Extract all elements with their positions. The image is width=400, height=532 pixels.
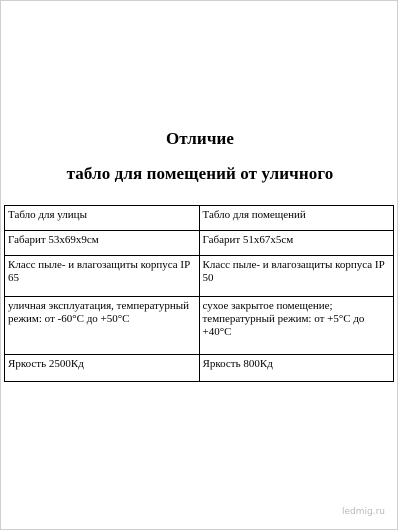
table-cell-indoor: сухое закрытое помещение; температурный режим: от +5°С до +40°С [199,297,394,355]
table-row [5,206,394,231]
table-cell-outdoor: Класс пыле- и влагозащиты корпуса IP 65 [5,256,200,297]
table-cell-outdoor: Яркость 2500Кд [5,355,200,382]
table-cell-outdoor: Габарит 53х69х9см [5,231,200,256]
table-cell-outdoor: уличная эксплуатация, температурный режим: от -60°С до +50°С [5,297,200,355]
table-row [5,297,394,355]
table-row [5,231,394,256]
comparison-table [4,205,394,382]
table-row [5,256,394,297]
table-cell-outdoor: Табло для улицы [5,206,200,231]
page-subtitle: табло для помещений от уличного [66,164,334,183]
page-title: Отличие [165,129,235,148]
watermark: ledmig.ru [342,507,385,517]
table-cell-indoor: Класс пыле- и влагозащиты корпуса IP 50 [199,256,394,297]
table-cell-indoor: Табло для помещений [199,206,394,231]
table-row [5,355,394,382]
table-cell-indoor: Яркость 800Кд [199,355,394,382]
table-cell-indoor: Габарит 51х67х5см [199,231,394,256]
